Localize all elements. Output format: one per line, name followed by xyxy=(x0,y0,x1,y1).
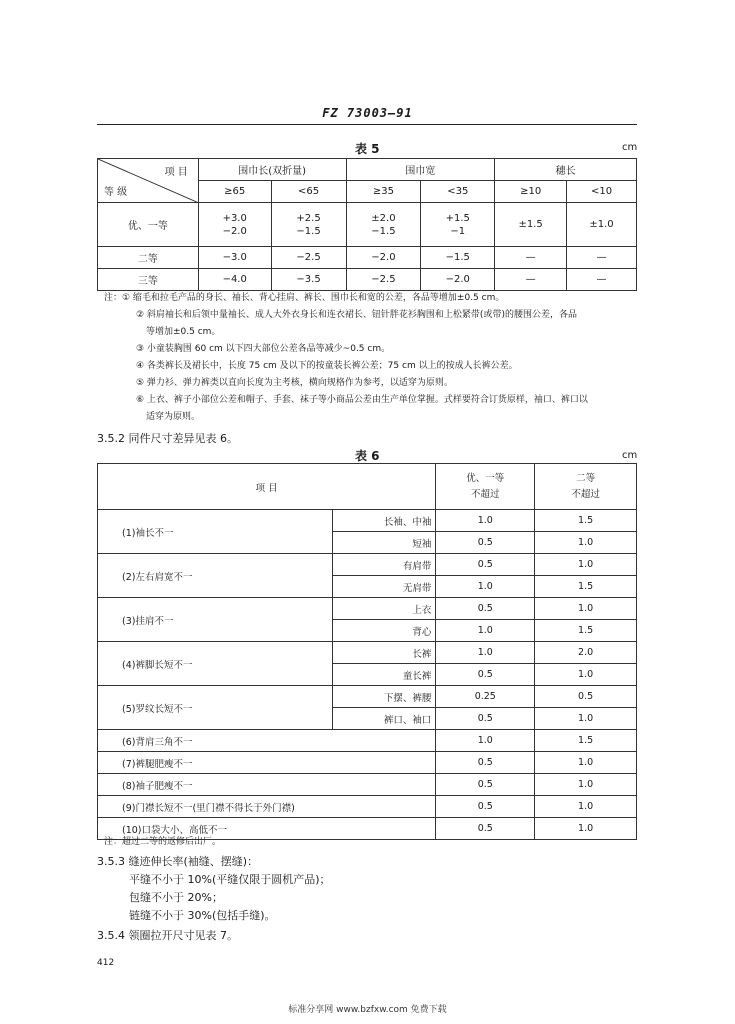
note-line: ④ 各类裤长及裙长中，长度 75 cm 及以下的按童装长裤公差；75 cm 以上的按成人长裤公差。 xyxy=(136,361,518,371)
t5-group-tassel-length: 穗长 xyxy=(495,159,637,181)
t6-cell: 1.0 xyxy=(535,796,637,818)
section-3-5-3-line: 包缝不小于 20%； xyxy=(129,891,223,904)
table5-notes xyxy=(104,290,644,426)
table6-unit: cm xyxy=(622,450,638,461)
t6-group-label: (4)裤脚长短不一 xyxy=(98,642,333,686)
t6-cell: 0.25 xyxy=(436,686,535,708)
t6-sub-label: 长袖、中袖 xyxy=(332,510,436,532)
t5-subhead: <65 xyxy=(271,181,346,203)
t6-group-label: (5)罗纹长短不一 xyxy=(98,686,333,730)
t5-group-scarf-length: 围巾长(双折量) xyxy=(198,159,346,181)
t6-sub-label: 背心 xyxy=(332,620,436,642)
t6-header-b-line2: 不超过 xyxy=(571,488,600,500)
t6-sub-label: 无肩带 xyxy=(332,576,436,598)
t6-cell: 0.5 xyxy=(436,598,535,620)
document-code: FZ 73003—91 xyxy=(322,106,413,120)
t5-cell: +2.5 −1.5 xyxy=(271,203,346,247)
t6-sub-label: 裤口、袖口 xyxy=(332,708,436,730)
note-line: 等增加±0.5 cm。 xyxy=(146,327,221,337)
t6-cell: 1.5 xyxy=(535,510,637,532)
table5-header-grade: 等 级 xyxy=(104,187,128,198)
t6-single-label: (7)裤腿肥瘦不一 xyxy=(98,752,436,774)
table5-corner-cell xyxy=(98,159,199,203)
t5-subhead: ≥65 xyxy=(198,181,271,203)
note-line: ② 斜肩袖长和后领中量袖长、成人大外衣身长和连衣裙长、钮针胖花衫胸围和上松紧带(或带)的腰围公差，各品 xyxy=(136,310,577,320)
t6-cell: 1.0 xyxy=(535,598,637,620)
t5-cell: ±1.5 xyxy=(495,203,567,247)
t5-subhead: <10 xyxy=(567,181,637,203)
section-3-5-3-line: 链缝不小于 30%(包括手缝)。 xyxy=(129,909,276,922)
t5-grade: 三等 xyxy=(98,269,199,291)
t6-header-b-line1: 二等 xyxy=(576,472,596,484)
t6-sub-label: 下摆、裤腰 xyxy=(332,686,436,708)
table6-note: 注：超过二等的返修后出厂。 xyxy=(104,837,222,847)
t5-cell: — xyxy=(567,269,637,291)
t6-group-label: (3)挂肩不一 xyxy=(98,598,333,642)
t6-group-label: (2)左右肩宽不一 xyxy=(98,554,333,598)
t5-subhead: ≥35 xyxy=(346,181,421,203)
t6-sub-label: 有肩带 xyxy=(332,554,436,576)
t5-grade: 优、一等 xyxy=(98,203,199,247)
t6-cell: 1.5 xyxy=(535,730,637,752)
t5-subhead: ≥10 xyxy=(495,181,567,203)
section-3-5-3 xyxy=(97,853,331,925)
table5-unit: cm xyxy=(622,142,638,153)
page-number: 412 xyxy=(97,958,115,968)
table6 xyxy=(97,463,637,840)
section-3-5-2: 3.5.2 同件尺寸差异见表 6。 xyxy=(97,432,238,445)
t6-cell: 1.0 xyxy=(436,730,535,752)
table6-caption: 表 6 xyxy=(355,449,380,463)
t6-single-label: (6)背肩三角不一 xyxy=(98,730,436,752)
header-rule xyxy=(97,124,637,125)
t6-cell: 1.0 xyxy=(535,752,637,774)
t6-single-label: (8)袖子肥瘦不一 xyxy=(98,774,436,796)
t5-cell: +3.0 −2.0 xyxy=(198,203,271,247)
t6-cell: 1.5 xyxy=(535,576,637,598)
t6-cell: 0.5 xyxy=(436,774,535,796)
section-3-5-4: 3.5.4 领圈拉开尺寸见表 7。 xyxy=(97,929,238,942)
t5-cell: ±2.0 −1.5 xyxy=(346,203,421,247)
t6-cell: 1.0 xyxy=(535,664,637,686)
t6-cell: 1.0 xyxy=(436,642,535,664)
t6-cell: 0.5 xyxy=(436,796,535,818)
t6-cell: 0.5 xyxy=(436,532,535,554)
t6-cell: 1.0 xyxy=(535,774,637,796)
t6-sub-label: 长裤 xyxy=(332,642,436,664)
t6-cell: 0.5 xyxy=(436,752,535,774)
t6-cell: 2.0 xyxy=(535,642,637,664)
t6-sub-label: 短袖 xyxy=(332,532,436,554)
note-line: ⑥ 上衣、裤子小部位公差和帽子、手套、袜子等小商品公差由生产单位掌握。式样要符合订货原样，袖口、裤口以 xyxy=(136,395,588,405)
section-3-5-3-title: 3.5.3 缝迹伸长率(袖缝、摆缝)： xyxy=(97,855,259,868)
t5-subhead: <35 xyxy=(421,181,495,203)
t6-cell: 1.0 xyxy=(436,576,535,598)
t6-cell: 1.0 xyxy=(436,620,535,642)
t6-cell: 0.5 xyxy=(436,664,535,686)
table5 xyxy=(97,158,637,291)
t6-group-label: (1)袖长不一 xyxy=(98,510,333,554)
table5-caption: 表 5 xyxy=(355,142,380,156)
t5-cell: −4.0 xyxy=(198,269,271,291)
t6-sub-label: 上衣 xyxy=(332,598,436,620)
t5-cell: — xyxy=(567,247,637,269)
t6-cell: 0.5 xyxy=(436,818,535,840)
t5-cell: −3.5 xyxy=(271,269,346,291)
t6-sub-label: 童长裤 xyxy=(332,664,436,686)
t6-cell: 1.0 xyxy=(535,708,637,730)
t5-group-scarf-width: 围巾宽 xyxy=(346,159,495,181)
t6-header-item: 项 目 xyxy=(98,464,436,510)
t6-cell: 1.0 xyxy=(535,554,637,576)
t6-header-a-line2: 不超过 xyxy=(471,488,500,500)
t6-cell: 1.5 xyxy=(535,620,637,642)
t5-cell: −2.0 xyxy=(421,269,495,291)
t6-cell: 1.0 xyxy=(535,532,637,554)
t5-grade: 二等 xyxy=(98,247,199,269)
t5-cell: −2.5 xyxy=(346,269,421,291)
t6-cell: 0.5 xyxy=(436,708,535,730)
watermark-footer: 标准分享网 www.bzfxw.com 免费下载 xyxy=(288,1005,447,1015)
t6-header-a-line1: 优、一等 xyxy=(466,472,505,484)
t6-cell: 0.5 xyxy=(535,686,637,708)
table5-header-item: 项 目 xyxy=(164,167,188,178)
note-line: 注：① 缩毛和拉毛产品的身长、袖长、背心挂肩、裤长、围巾长和宽的公差，各品等增加±0.5 cm。 xyxy=(104,293,505,303)
t6-header-grade-b xyxy=(535,464,637,510)
t5-cell: −3.0 xyxy=(198,247,271,269)
t6-header-grade-a xyxy=(436,464,535,510)
t5-cell: — xyxy=(495,247,567,269)
t6-cell: 1.0 xyxy=(535,818,637,840)
t5-cell: — xyxy=(495,269,567,291)
t5-cell: −2.5 xyxy=(271,247,346,269)
note-line: ③ 小童装胸围 60 cm 以下四大部位公差各品等减少~0.5 cm。 xyxy=(136,344,391,354)
t5-cell: −2.0 xyxy=(346,247,421,269)
t5-cell: −1.5 xyxy=(421,247,495,269)
note-line: ⑤ 弹力衫、弹力裤类以直向长度为主考核，横向规格作为参考，以适穿为原则。 xyxy=(136,378,453,388)
t6-single-label: (10)口袋大小、高低不一 xyxy=(98,818,436,840)
t5-cell: +1.5 −1 xyxy=(421,203,495,247)
t6-cell: 1.0 xyxy=(436,510,535,532)
t6-single-label: (9)门襟长短不一(里门襟不得长于外门襟) xyxy=(98,796,436,818)
t5-cell: ±1.0 xyxy=(567,203,637,247)
note-line: 适穿为原则。 xyxy=(146,412,201,422)
t6-cell: 0.5 xyxy=(436,554,535,576)
section-3-5-3-line: 平缝不小于 10%(平缝仅限于圆机产品)； xyxy=(129,873,331,886)
